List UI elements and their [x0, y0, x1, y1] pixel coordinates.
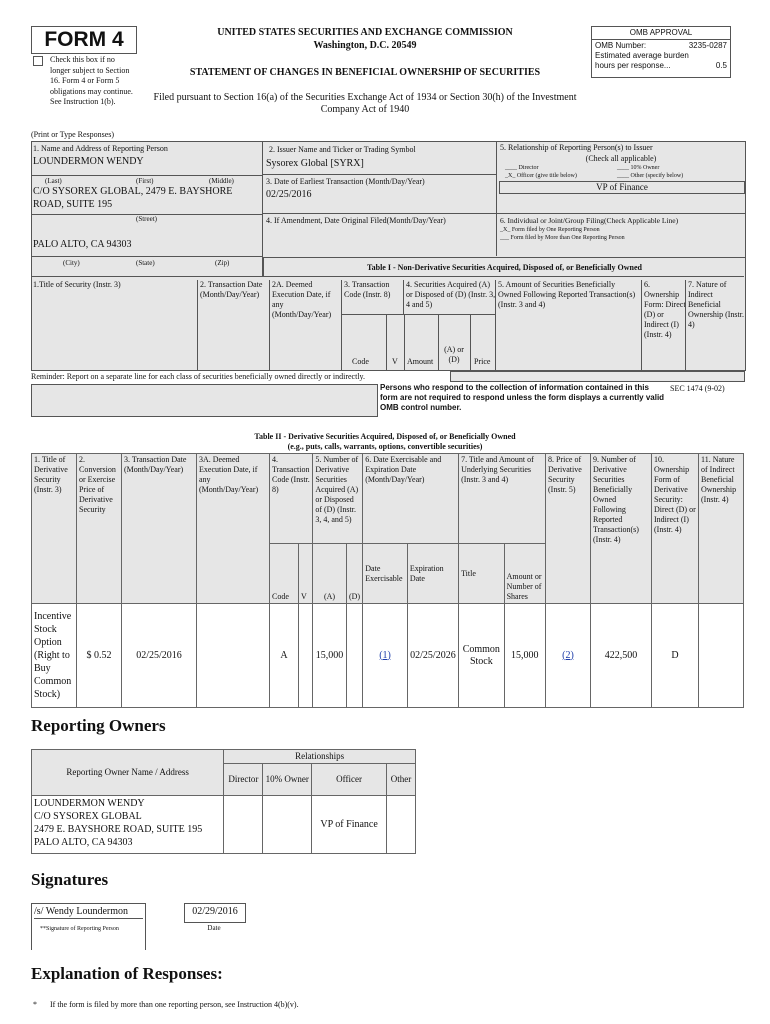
t2-h1: 1. Title of Derivative Security (Instr. 3)	[32, 454, 77, 604]
t2-h4: 4. Transaction Code (Instr. 8)	[270, 454, 313, 544]
box2-label: 2. Issuer Name and Ticker or Trading Symbol	[269, 145, 416, 154]
deriv-code: A	[270, 604, 299, 708]
sec-code: SEC 1474 (9-02)	[670, 384, 725, 393]
t1-h6: 6. Ownership Form: Direct (D) or Indirect (I) (Instr. 4)	[641, 280, 686, 370]
omb-header: OMB APPROVAL	[592, 27, 730, 40]
deriv-price: $ 0.52	[77, 604, 122, 708]
table2	[31, 453, 744, 708]
omb-burden: Estimated average burden	[595, 51, 689, 60]
box5	[496, 141, 745, 214]
t1-code: Code	[352, 357, 369, 366]
statement-title: STATEMENT OF CHANGES IN BENEFICIAL OWNERSHIP OF SECURITIES	[189, 67, 541, 78]
signature-date: 02/29/2016	[192, 906, 238, 917]
t2-v: V	[299, 544, 313, 604]
relationships-header: Relationships	[224, 750, 416, 764]
ten-pct-option[interactable]: ____ 10% Owner	[617, 165, 660, 171]
deriv-v	[299, 604, 313, 708]
owner-name-header: Reporting Owner Name / Address	[32, 750, 224, 796]
box6-label: 6. Individual or Joint/Group Filing(Check Applicable Line)	[500, 216, 679, 225]
deriv-form: D	[652, 604, 699, 708]
deriv-under-amt: 15,000	[504, 604, 545, 708]
explanation-bullet: *	[33, 1000, 37, 1009]
box6	[496, 214, 745, 256]
owner-line1: LOUNDERMON WENDY	[34, 798, 145, 809]
t2-h10: 10. Ownership Form of Derivative Security: Direct (D) or Indirect (I) (Instr. 4)	[652, 454, 699, 604]
t2-h2: 2. Conversion or Exercise Price of Derivative Security	[77, 454, 122, 604]
t1-v: V	[392, 357, 398, 366]
box1	[31, 141, 263, 257]
signature-block	[31, 903, 146, 950]
t1-h7: 7. Nature of Indirect Beneficial Ownership (Instr. 4)	[685, 280, 744, 370]
deriv-nature	[699, 604, 744, 708]
city-state-zip-labels	[31, 256, 263, 277]
officer-title: VP of Finance	[499, 181, 745, 194]
commission-title: UNITED STATES SECURITIES AND EXCHANGE COMMISSION	[217, 27, 513, 38]
owner-director	[224, 796, 263, 854]
deriv-deemed	[197, 604, 270, 708]
checkbox-note: Check this box if no longer subject to Section 16. Form 4 or Form 5 obligations may continue. See Instruction 1(b).	[50, 55, 133, 106]
signature-date-block	[184, 903, 246, 923]
omb-hours-label: hours per response...	[595, 61, 671, 70]
omb-hours: 0.5	[715, 61, 727, 70]
owner-line2: C/O SYSOREX GLOBAL	[34, 811, 142, 822]
t2-title: Title	[459, 544, 505, 604]
section16-checkbox[interactable]	[33, 56, 43, 66]
t2-date-ex: Date Exercisable	[363, 544, 408, 604]
reporting-person-name: LOUNDERMON WENDY	[33, 156, 144, 167]
street-label: (Street)	[31, 214, 262, 224]
t2-code: Code	[270, 544, 299, 604]
t2-h6: 6. Date Exercisable and Expiration Date (Month/Day/Year)	[363, 454, 459, 544]
reporting-city: PALO ALTO, CA 94303	[33, 239, 132, 250]
t2-d: (D)	[346, 544, 363, 604]
omb-number-label: OMB Number:	[595, 41, 647, 50]
explanation-text: If the form is filed by more than one reporting person, see Instruction 4(b)(v).	[50, 1000, 299, 1009]
ten-pct-col: 10% Owner	[263, 764, 312, 796]
table1-title: Table I - Non-Derivative Securities Acquired, Disposed of, or Beneficially Owned	[263, 257, 745, 277]
t1-h3: 3. Transaction Code (Instr. 8)	[341, 280, 404, 314]
officer-option[interactable]: _X_ Officer (give title below)	[505, 173, 577, 179]
table-row	[32, 796, 416, 854]
form-title-box	[31, 26, 137, 54]
box5-label: 5. Relationship of Reporting Person(s) to Issuer	[500, 143, 653, 152]
first-label: (First)	[136, 177, 154, 185]
director-option[interactable]: ____ Director	[505, 165, 539, 171]
signature-date-label: Date	[207, 924, 221, 932]
t2-h8: 8. Price of Derivative Security (Instr. 5)	[546, 454, 591, 604]
middle-label: (Middle)	[209, 177, 234, 185]
owner-officer: VP of Finance	[312, 796, 387, 854]
t2-h9: 9. Number of Derivative Securities Beneficially Owned Following Reported Transaction(s) (Instr. 4)	[591, 454, 652, 604]
owner-ten-pct	[263, 796, 312, 854]
other-col: Other	[386, 764, 415, 796]
filing-opt1[interactable]: _X_ Form filed by One Reporting Person	[500, 227, 600, 233]
deriv-d	[346, 604, 363, 708]
t1-price: Price	[474, 357, 491, 366]
deriv-under-title: Common Stock	[459, 604, 505, 708]
zip-label: (Zip)	[215, 259, 230, 267]
issuer-name: Sysorex Global [SYRX]	[266, 158, 364, 169]
deriv-owned: 422,500	[591, 604, 652, 708]
earliest-date: 02/25/2016	[266, 189, 312, 200]
other-option[interactable]: ____ Other (specify below)	[617, 173, 684, 179]
reminder: Reminder: Report on a separate line for each class of securities beneficially owned directly or indirectly.	[31, 372, 366, 381]
deriv-date: 02/25/2016	[122, 604, 197, 708]
owner-line3: 2479 E. BAYSHORE ROAD, SUITE 195	[34, 824, 203, 835]
footnote-1-link[interactable]: (1)	[379, 649, 391, 661]
t1-h2: 2. Transaction Date (Month/Day/Year)	[197, 280, 268, 370]
signatures-heading: Signatures	[31, 870, 109, 889]
director-col: Director	[224, 764, 263, 796]
signature-value: /s/ Wendy Loundermon	[34, 906, 143, 919]
t2-h3a: 3A. Deemed Execution Date, if any (Month/Day/Year)	[197, 454, 270, 604]
commission-city: Washington, D.C. 20549	[313, 40, 417, 51]
t1-amount: Amount	[407, 357, 434, 366]
filed-pursuant: Filed pursuant to Section 16(a) of the Securities Exchange Act of 1934 or Section 30(h) of the Investment Company Act of 1940	[153, 92, 577, 115]
reminder-bar	[450, 371, 745, 382]
t1-aord: (A) or (D)	[444, 345, 464, 364]
t1-h4: 4. Securities Acquired (A) or Disposed of (D) (Instr. 3, 4 and 5)	[403, 280, 496, 314]
reporting-address: C/O SYSOREX GLOBAL, 2479 E. BAYSHORE ROAD, SUITE 195	[33, 186, 233, 210]
footnote-2-link[interactable]: (2)	[562, 649, 574, 661]
table2-subtitle: (e.g., puts, calls, warrants, options, convertible securities)	[287, 442, 483, 451]
box3	[263, 175, 496, 214]
state-label: (State)	[136, 259, 155, 267]
t2-amount: Amount or Number of Shares	[504, 544, 545, 604]
table-row	[32, 604, 744, 708]
print-note: (Print or Type Responses)	[31, 130, 115, 139]
deriv-title: Incentive Stock Option (Right to Buy Common Stock)	[32, 604, 77, 708]
city-label: (City)	[63, 259, 80, 267]
t1-h2a: 2A. Deemed Execution Date, if any (Month/Day/Year)	[269, 280, 342, 370]
box1-label: 1. Name and Address of Reporting Person	[33, 144, 168, 153]
deriv-exp: 02/25/2026	[407, 604, 458, 708]
filing-opt2[interactable]: ___ Form filed by More than One Reporting Person	[500, 235, 625, 241]
reporting-owners-table	[31, 749, 416, 854]
owner-line4: PALO ALTO, CA 94303	[34, 837, 133, 848]
owner-other	[386, 796, 415, 854]
explanation-heading: Explanation of Responses:	[31, 964, 223, 983]
persons-note: Persons who respond to the collection of information contained in this form are not required to respond unless the form displays a currently valid OMB control number.	[380, 383, 665, 412]
table2-title: Table II - Derivative Securities Acquired, Disposed of, or Beneficially Owned	[254, 432, 516, 441]
signature-label: **Signature of Reporting Person	[40, 926, 119, 932]
omb-approval-box	[591, 26, 731, 78]
t2-h7: 7. Title and Amount of Underlying Securities (Instr. 3 and 4)	[459, 454, 546, 544]
box4	[263, 214, 496, 256]
t2-h11: 11. Nature of Indirect Beneficial Ownership (Instr. 4)	[699, 454, 744, 604]
deriv-a: 15,000	[313, 604, 346, 708]
t1-h5: 5. Amount of Securities Beneficially Owned Following Reported Transaction(s) (Instr. 3 and 4)	[495, 280, 638, 370]
last-label: (Last)	[45, 177, 62, 185]
box4-label: 4. If Amendment, Date Original Filed(Month/Day/Year)	[266, 216, 446, 225]
omb-number: 3235-0287	[688, 41, 727, 50]
t2-h3: 3. Transaction Date (Month/Day/Year)	[122, 454, 197, 604]
officer-col: Officer	[312, 764, 387, 796]
t2-a: (A)	[313, 544, 346, 604]
box5-sub: (Check all applicable)	[585, 154, 657, 163]
t2-exp: Expiration Date	[407, 544, 458, 604]
t2-h5: 5. Number of Derivative Securities Acquired (A) or Disposed of (D) (Instr. 3, 4, and 5)	[313, 454, 363, 544]
box3-label: 3. Date of Earliest Transaction (Month/Day/Year)	[266, 177, 425, 186]
box2	[263, 141, 496, 175]
t1-h1: 1.Title of Security (Instr. 3)	[33, 280, 121, 289]
reminder-left-box	[31, 384, 378, 417]
reporting-owners-heading: Reporting Owners	[31, 716, 166, 735]
form-title: FORM 4	[44, 28, 124, 51]
table1-header	[31, 276, 744, 370]
